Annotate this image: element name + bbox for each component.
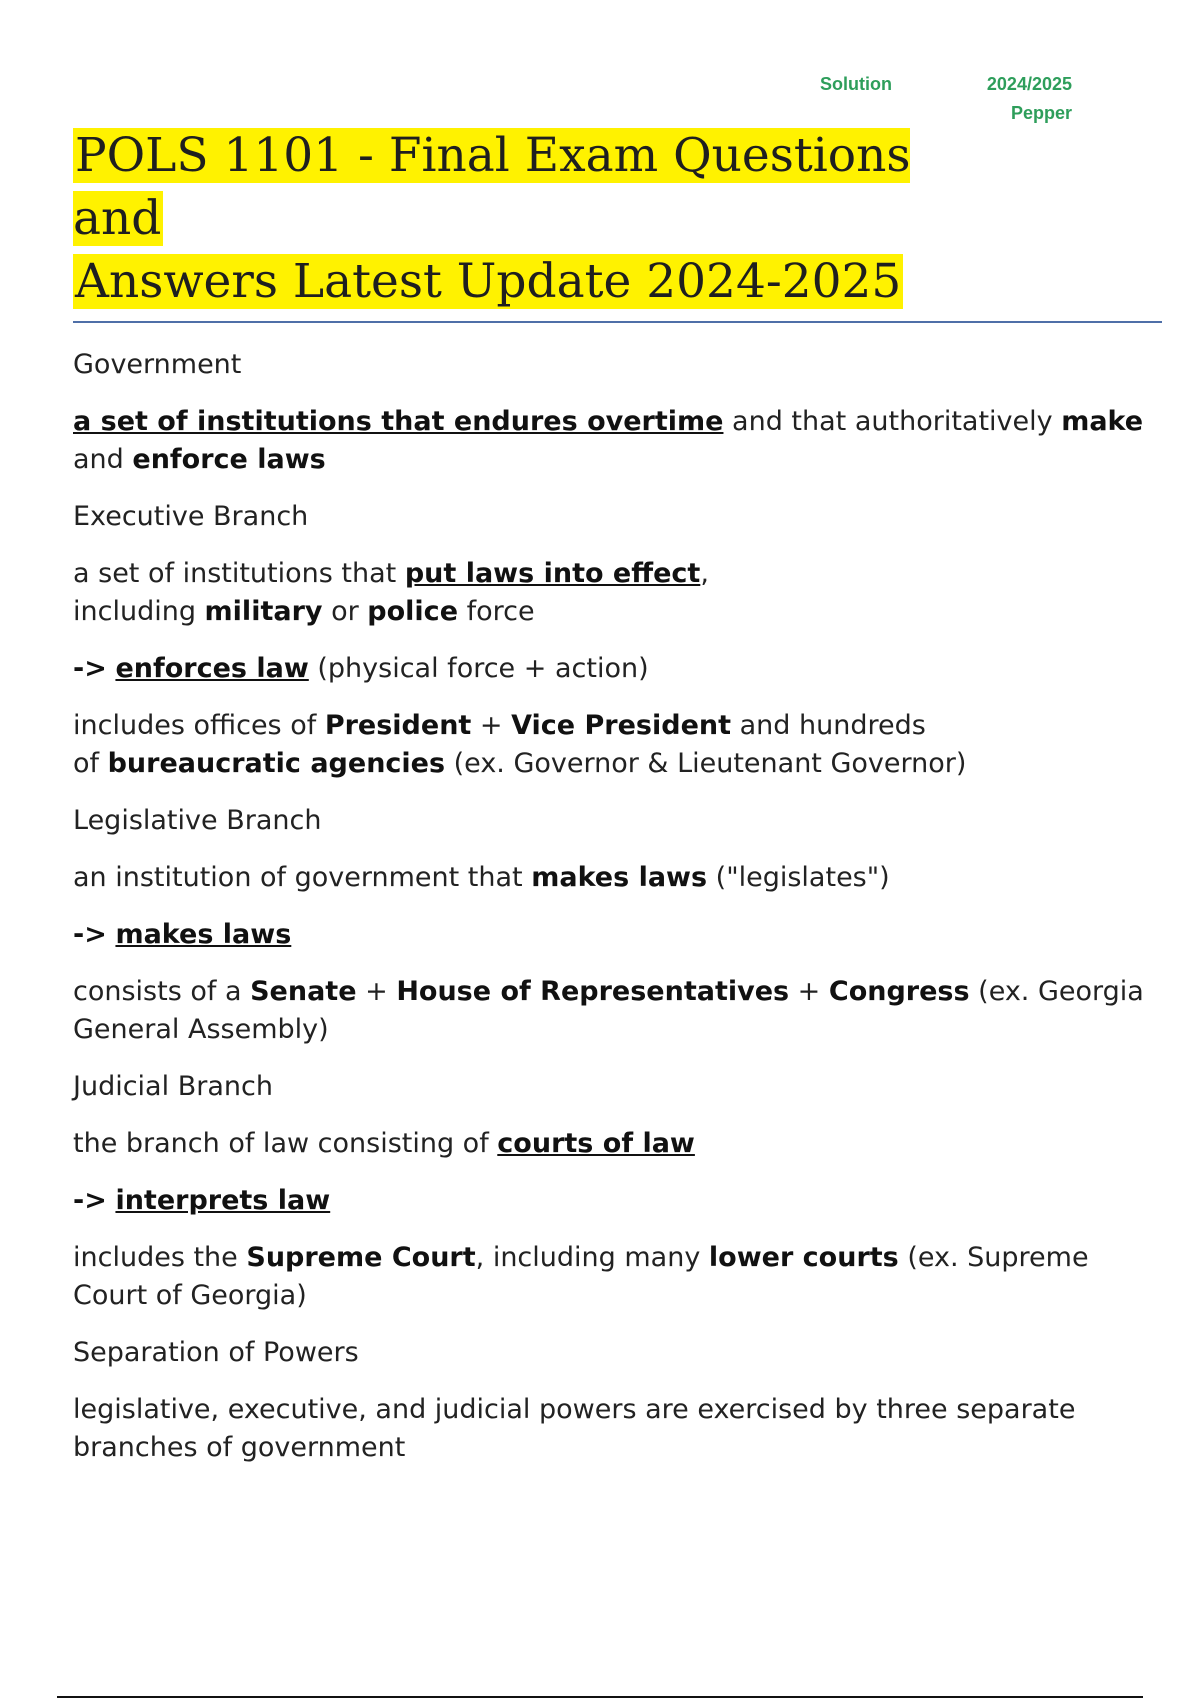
def-text: consists of a: [73, 976, 251, 1007]
definition-legislative-branch: [73, 859, 1163, 897]
term-legislative-branch: Legislative Branch: [73, 805, 322, 836]
term-government: Government: [73, 349, 242, 380]
def-text: of: [73, 748, 108, 779]
arrow-icon: ->: [73, 919, 107, 950]
arrow-icon: ->: [73, 1185, 107, 1216]
def-text: House of Representatives: [396, 976, 790, 1007]
def-text: Congress: [828, 976, 970, 1007]
definition-separation-of-powers: legislative, executive, and judicial powers are exercised by three separate branches of government: [73, 1394, 1076, 1463]
def-text: President: [324, 710, 472, 741]
definition-judicial-branch: [73, 1125, 1163, 1163]
def-text: +: [356, 976, 397, 1007]
def-text: (ex. Georgia General Assembly): [73, 976, 1144, 1045]
def-text: bureaucratic agencies: [107, 748, 446, 779]
def-text: and that authoritatively: [723, 406, 1062, 437]
def-text: (ex. Governor & Lieutenant Governor): [445, 748, 967, 779]
def-text: includes offices of: [73, 710, 325, 741]
def-text: Supreme Court: [246, 1242, 476, 1273]
def-text: including: [73, 596, 205, 627]
consists-legislative: [73, 973, 1163, 1049]
def-text: military: [204, 596, 323, 627]
def-text: and: [73, 444, 133, 475]
title-block: [73, 124, 1162, 323]
def-text: make: [1061, 406, 1144, 437]
definition-executive-branch: [73, 555, 1163, 631]
title-line-1: POLS 1101 - Final Exam Questions and: [73, 128, 911, 246]
year-label: 2024/2025: [986, 74, 1072, 94]
document-body: [73, 346, 1163, 1486]
def-text: a set of institutions that endures overtime: [73, 406, 724, 437]
def-text: police: [367, 596, 458, 627]
def-text: , including many: [475, 1242, 709, 1273]
footer-divider: [57, 1696, 1143, 1698]
def-text: put laws into effect: [404, 558, 701, 589]
arrow-key: makes laws: [115, 919, 292, 950]
def-text: courts of law: [497, 1128, 695, 1159]
def-text: makes laws: [531, 862, 708, 893]
arrow-note-executive: [73, 650, 1163, 688]
arrow-key: enforces law: [115, 653, 309, 684]
def-text: Senate: [250, 976, 357, 1007]
def-text: Vice President: [511, 710, 732, 741]
title-line-2: Answers Latest Update 2024-2025: [75, 254, 902, 309]
def-text: enforce laws: [132, 444, 326, 475]
arrow-note-legislative: [73, 916, 1163, 954]
def-text: force: [458, 596, 535, 627]
author-label: Pepper: [1010, 103, 1072, 123]
def-text: +: [789, 976, 829, 1007]
term-separation-of-powers: Separation of Powers: [73, 1337, 359, 1368]
arrow-icon: ->: [73, 653, 107, 684]
def-text: or: [322, 596, 368, 627]
term-executive-branch: Executive Branch: [73, 501, 309, 532]
def-text: ("legislates"): [707, 862, 890, 893]
def-text: ,: [700, 558, 709, 589]
def-text: (ex. Supreme Court of Georgia): [73, 1242, 1089, 1311]
arrow-key: interprets law: [115, 1185, 331, 1216]
solution-label: Solution: [820, 74, 892, 94]
arrow-rest: (physical force + action): [308, 653, 649, 684]
def-text: a set of institutions that: [73, 558, 405, 589]
includes-executive: [73, 707, 1163, 783]
def-text: +: [471, 710, 512, 741]
definition-government: [73, 403, 1163, 479]
includes-judicial: [73, 1239, 1163, 1315]
def-text: includes the: [73, 1242, 247, 1273]
def-text: lower courts: [708, 1242, 899, 1273]
def-text: an institution of government that: [73, 862, 532, 893]
def-text: and hundreds: [731, 710, 926, 741]
def-text: the branch of law consisting of: [73, 1128, 498, 1159]
term-judicial-branch: Judicial Branch: [73, 1071, 273, 1102]
arrow-note-judicial: [73, 1182, 1163, 1220]
page-title: [73, 124, 993, 313]
